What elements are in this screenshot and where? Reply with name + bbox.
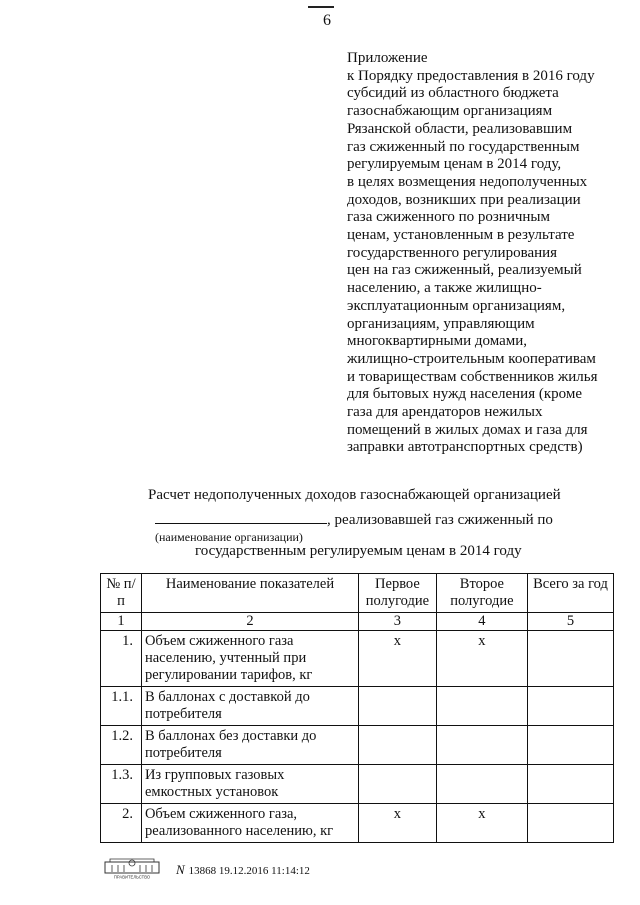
table-header-row [101, 574, 614, 613]
row-year-total-value [527, 726, 613, 765]
table-row [101, 726, 614, 765]
column-number: 3 [359, 613, 437, 631]
calculation-table [100, 573, 614, 843]
row-first-half-value: х [359, 631, 437, 687]
row-indicator-name: В баллонах без доставки до потребителя [141, 726, 358, 765]
title-line-3: государственным регулируемым ценам в 2014 году [195, 543, 522, 559]
row-indicator-name: Объем сжиженного газа населению, учтенный при регулировании тарифов, кг [141, 631, 358, 687]
appendix-line: субсидий из областного бюджета [347, 85, 559, 102]
appendix-line: многоквартирными домами, [347, 333, 528, 350]
row-second-half-value [436, 726, 527, 765]
appendix-line: доходов, возникших при реализации [347, 191, 581, 208]
row-number: 2. [101, 804, 142, 843]
appendix-line: газа для арендаторов нежилых [347, 404, 543, 421]
appendix-line: организациям, управляющим [347, 315, 535, 332]
column-number: 2 [141, 613, 358, 631]
row-indicator-name: В баллонах с доставкой до потребителя [141, 687, 358, 726]
page-number: 6 [323, 12, 331, 29]
column-number: 1 [101, 613, 142, 631]
organization-name-blank [155, 509, 327, 524]
row-first-half-value [359, 687, 437, 726]
row-number: 1.1. [101, 687, 142, 726]
row-year-total-value [527, 765, 613, 804]
column-number-row [101, 613, 614, 631]
row-first-half-value: х [359, 804, 437, 843]
title-line-2 [155, 509, 553, 530]
header-number: № п/п [101, 574, 142, 613]
row-second-half-value [436, 765, 527, 804]
title-line-2-text: , реализовавшей газ сжиженный по [327, 512, 553, 528]
column-number: 5 [527, 613, 613, 631]
government-stamp-icon [104, 858, 160, 880]
row-indicator-name: Объем сжиженного газа, реализованного населению, кг [141, 804, 358, 843]
row-second-half-value [436, 687, 527, 726]
header-second-half: Второе полугодие [436, 574, 527, 613]
appendix-line: газа сжиженного по розничным [347, 209, 550, 226]
appendix-line: в целях возмещения недополученных [347, 173, 588, 190]
registration-footer [104, 858, 364, 880]
appendix-line: государственного регулирования [347, 244, 558, 261]
appendix-line: газ сжиженный по государственным [347, 138, 580, 155]
appendix-line: населению, а также жилищно- [347, 280, 542, 297]
column-number: 4 [436, 613, 527, 631]
scan-mark [308, 6, 334, 8]
appendix-heading [347, 50, 637, 457]
number-sign: N [176, 862, 185, 877]
row-second-half-value: х [436, 631, 527, 687]
row-year-total-value [527, 687, 613, 726]
appendix-line: и товариществам собственников жилья [347, 368, 598, 385]
row-indicator-name: Из групповых газовых емкостных установок [141, 765, 358, 804]
row-year-total-value [527, 631, 613, 687]
appendix-line: к Порядку предоставления в 2016 году [347, 67, 595, 84]
table-row [101, 687, 614, 726]
appendix-line: Приложение [347, 50, 428, 66]
organization-name-caption: (наименование организации) [155, 530, 303, 544]
registration-date: 13868 19.12.2016 11:14:12 [188, 865, 310, 877]
appendix-line: газоснабжающим организациям [347, 103, 553, 120]
row-first-half-value [359, 765, 437, 804]
table-row [101, 804, 614, 843]
appendix-line: цен на газ сжиженный, реализуемый [347, 262, 582, 279]
header-year-total: Всего за год [527, 574, 613, 613]
appendix-line: жилищно-строительным кооперативам [347, 350, 596, 367]
appendix-line: ценам, установленным в результате [347, 227, 575, 244]
row-number: 1.2. [101, 726, 142, 765]
header-indicator: Наименование показателей [141, 574, 358, 613]
table-row [101, 765, 614, 804]
table-row [101, 631, 614, 687]
svg-text:ПРАВИТЕЛЬСТВО: ПРАВИТЕЛЬСТВО [113, 874, 151, 880]
row-year-total-value [527, 804, 613, 843]
header-first-half: Первое полугодие [359, 574, 437, 613]
appendix-line: для бытовых нужд населения (кроме [347, 386, 582, 403]
appendix-line: регулируемым ценам в 2014 году, [347, 156, 562, 173]
row-number: 1.3. [101, 765, 142, 804]
title-line-1: Расчет недополученных доходов газоснабжающей организацией [148, 487, 561, 503]
row-first-half-value [359, 726, 437, 765]
appendix-line: заправки автотранспортных средств) [347, 439, 583, 456]
registration-number [176, 862, 310, 878]
appendix-line: Рязанской области, реализовавшим [347, 120, 573, 137]
appendix-line: эксплуатационным организациям, [347, 297, 566, 314]
row-number: 1. [101, 631, 142, 687]
row-second-half-value: х [436, 804, 527, 843]
appendix-line: помещений в жилых домах и газа для [347, 421, 588, 438]
